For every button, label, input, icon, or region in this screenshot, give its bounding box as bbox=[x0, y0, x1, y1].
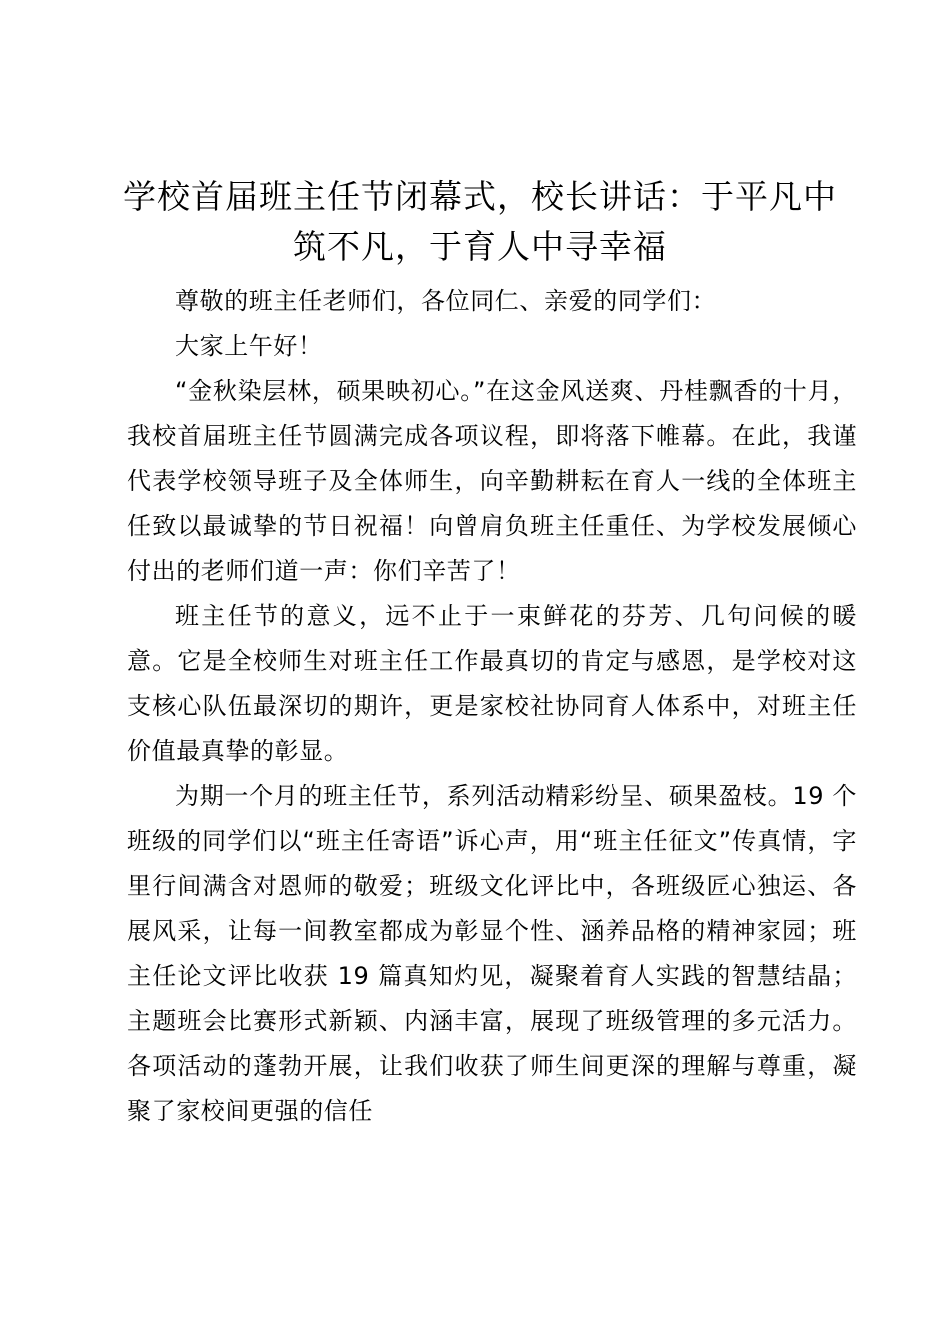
document-body bbox=[127, 279, 857, 1134]
body-paragraph: “金秋染层林，硕果映初心。”在这金风送爽、丹桂飘香的十月，我校首届班主任节圆满完成各项议程，即将落下帷幕。在此，我谨代表学校领导班子及全体师生，向辛勤耕耘在育人一线的全体班主任致以最诚挚的节日祝福！向曾肩负班主任重任、为学校发展倾心付出的老师们道一声：你们辛苦了！ bbox=[127, 377, 857, 585]
salutation-paragraph: 尊敬的班主任老师们，各位同仁、亲爱的同学们： bbox=[175, 287, 717, 315]
body-paragraph: 为期一个月的班主任节，系列活动精彩纷呈、硕果盈枝。19 个班级的同学们以“班主任寄语”诉心声，用“班主任征文”传真情，字里行间满含对恩师的敬爱；班级文化评比中，各班级匠心独运、各展风采，让每一间教室都成为彰显个性、涵养品格的精神家园；班主任论文评比收获 19 篇真知灼见，凝聚着育人实践的智慧结晶；主题班会比赛形式新颖、内涵丰富，展现了班级管理的多元活力。各项活动的蓬勃开展，让我们收获了师生间更深的理解与尊重，凝聚了家校间更强的信任 bbox=[127, 782, 857, 1125]
greeting-paragraph: 大家上午好！ bbox=[175, 332, 323, 360]
document-title: 学校首届班主任节闭幕式，校长讲话：于平凡中筑不凡，于育人中寻幸福 bbox=[123, 177, 837, 266]
body-paragraph: 班主任节的意义，远不止于一束鲜花的芬芳、几句问候的暖意。它是全校师生对班主任工作最真切的肯定与感恩，是学校对这支核心队伍最深切的期许，更是家校社协同育人体系中，对班主任价值最真挚的彰显。 bbox=[127, 602, 857, 765]
